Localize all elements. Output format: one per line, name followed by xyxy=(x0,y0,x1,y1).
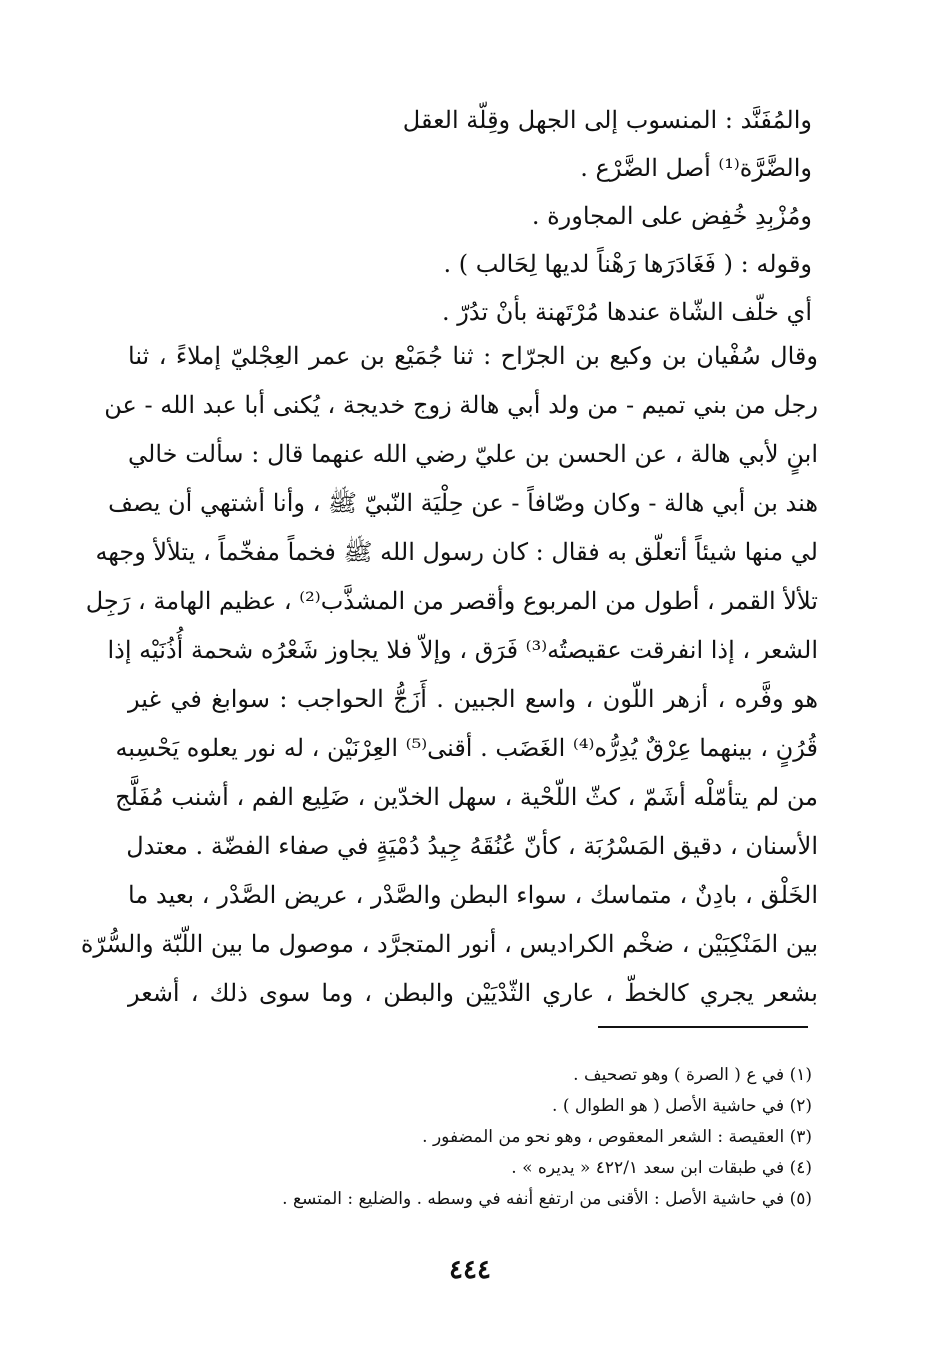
text-line: وقال سُفْيان بن وكيع بن الجرّاح : ثنا جُمَيْع بن عمر العِجْليّ إملاءً ، ثنا xyxy=(128,342,818,370)
page-number: ٤٤٤ xyxy=(449,1255,491,1285)
verse-line: والمُفَنَّد : المنسوب إلى الجهل وقِلّة العقل xyxy=(402,106,812,134)
footnote: (٣) العقيصة : الشعر المعقوص ، وهو نحو من المضفور . xyxy=(422,1127,812,1147)
text-line: رجل من بني تميم - من ولد أبي هالة زوج خديجة ، يُكنى أبا عبد الله - عن xyxy=(104,391,818,419)
text-line: لي منها شيئاً أتعلّق به فقال : كان رسول الله ﷺ فخماً مفخّماً ، يتلألأ وجهه xyxy=(95,538,818,566)
footnote: (١) في ع ( الصرة ) وهو تصحيف . xyxy=(573,1065,812,1085)
text-line: هو وفَّره ، أزهر اللّون ، واسع الجبين . أَزَجُّ الحواجب : سوابغ في غير xyxy=(128,685,818,713)
footnote: (٤) في طبقات ابن سعد ٤٢٢/١ « يديره » . xyxy=(511,1158,812,1178)
verse-line: والضَّرَّة⁽¹⁾ أصل الضَّرْع . xyxy=(580,154,812,182)
text-line: هند بن أبي هالة - وكان وصّافاً - عن حِلْيَة النّبيّ ﷺ ، وأنا أشتهي أن يصف xyxy=(108,489,818,517)
text-line: تلألأ القمر ، أطول من المربوع وأقصر من المشذَّب⁽²⁾ ، عظيم الهامة ، رَجِل xyxy=(85,587,818,615)
verse-notes xyxy=(252,96,812,336)
verse-line: ومُزْبِدِ خُفِض على المجاورة . xyxy=(531,202,812,230)
main-text xyxy=(80,332,818,1018)
text-line: الشعر ، إذا انفرقت عقيصتُه⁽³⁾ فَرَق ، وإلاّ فلا يجاوز شَعْرُه شحمة أُذُنَيْه إذا xyxy=(107,636,818,664)
text-line: بين المَنْكِبَيْن ، ضخْم الكراديس ، أنور المتجرَّد ، موصول ما بين اللّبّة والسُّرّة xyxy=(80,930,818,958)
footnote-divider xyxy=(598,1026,808,1028)
text-line: الخَلْق ، بادِنٌ ، متماسك ، سواء البطن والصَّدْر ، عريض الصَّدْر ، بعيد ما xyxy=(128,881,818,909)
verse-line: وقوله : ( فَغَادَرَها رَهْناً لديها لِحَالب ) . xyxy=(443,250,812,278)
text-line: قُرُنٍ ، بينهما عِرْقٌ يُدِرُّه⁽⁴⁾ الغَضَب . أقنى⁽⁵⁾ العِرْنَيْن ، له نور يعلوه يَحْسِبه xyxy=(115,734,818,762)
footnote: (٢) في حاشية الأصل ( هو الطوال ) . xyxy=(552,1096,812,1116)
text-line: الأسنان ، دقيق المَسْرُبَة ، كأنّ عُنُقَهُ جِيدُ دُمْيَةٍ في صفاء الفضّة . معتدل xyxy=(126,832,818,860)
text-line: بشعر يجري كالخطّ ، عاري الثّدْيَيْن والبطن ، وما سوى ذلك ، أشعر xyxy=(128,979,818,1007)
footnote: (٥) في حاشية الأصل : الأقنى من ارتفع أنفه في وسطه . والضليع : المتسع . xyxy=(282,1189,812,1209)
text-line: من لم يتأمّلْه أشَمّ ، كثّ اللّحْية ، سهل الخدّين ، ضَلِيع الفم ، أشنب مُفَلَّج xyxy=(115,783,818,811)
footnotes xyxy=(152,1060,812,1215)
verse-line: أي خلّف الشّاة عندها مُرْتَهنة بأنْ تدُرّ . xyxy=(442,298,812,326)
text-line: ابنٍ لأبي هالة ، عن الحسن بن عليّ رضي الله عنهما قال : سألت خالي xyxy=(128,440,818,468)
